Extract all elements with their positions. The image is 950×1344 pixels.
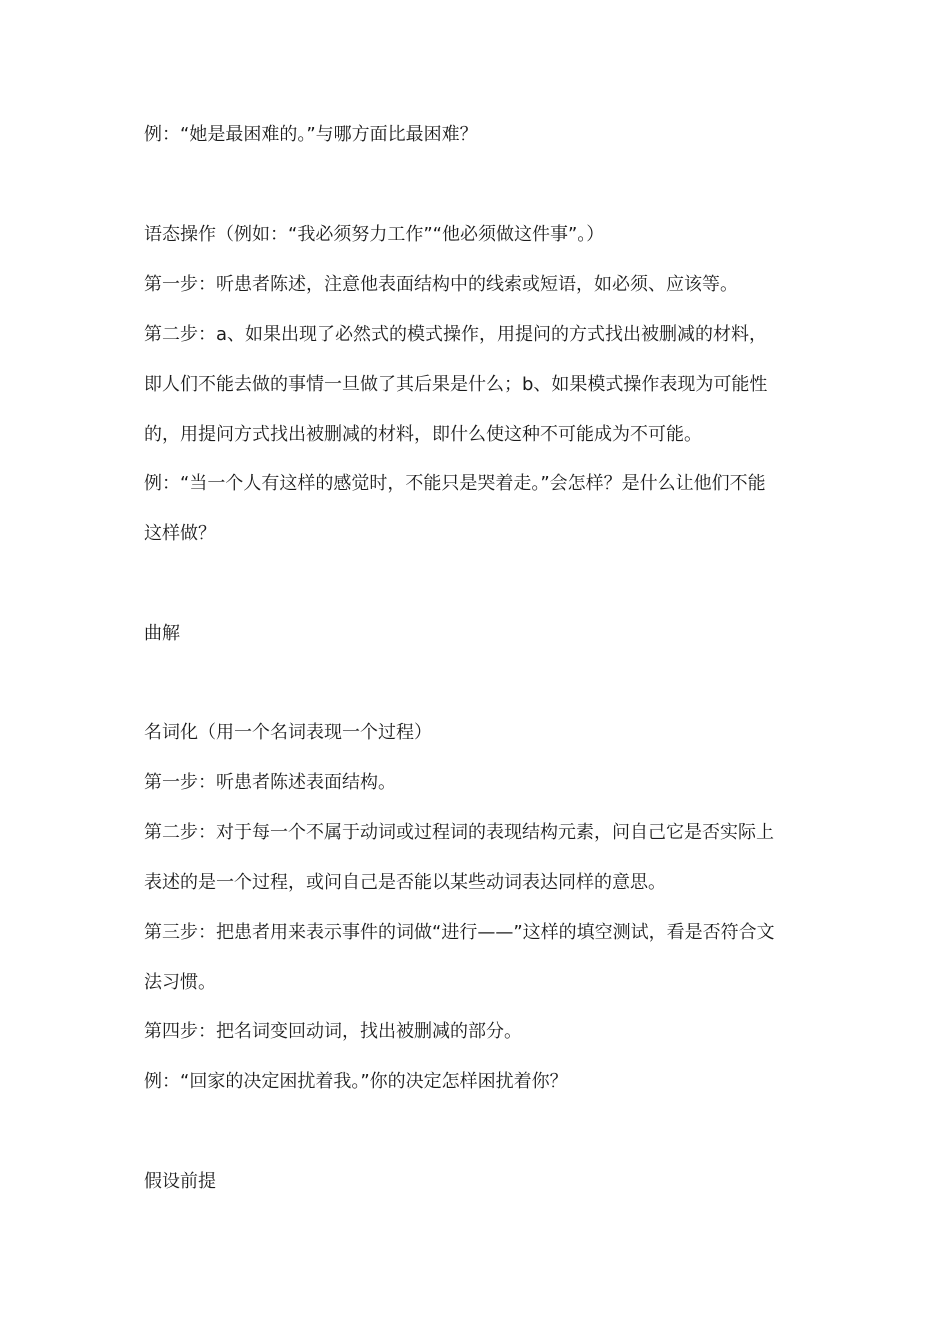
section-heading-voice-operation: 语态操作（例如：“我必须努力工作”“他必须做这件事”。） [144, 224, 605, 245]
paragraph-line: 即人们不能去做的事情一旦做了其后果是什么；b、如果模式操作表现为可能性 [144, 374, 768, 395]
step-three-line: 第三步：把患者用来表示事件的词做“进行——”这样的填空测试，看是否符合文 [144, 922, 775, 943]
example-line: 例：“当一个人有这样的感觉时，不能只是哭着走。”会怎样？是什么让他们不能 [144, 473, 766, 494]
step-one-line: 第一步：听患者陈述表面结构。 [144, 772, 396, 793]
paragraph-line: 这样做？ [144, 523, 216, 544]
step-two-line: 第二步：a、如果出现了必然式的模式操作，用提问的方式找出被删减的材料， [144, 324, 768, 345]
step-four-line: 第四步：把名词变回动词，找出被删减的部分。 [144, 1021, 522, 1042]
step-two-line: 第二步：对于每一个不属于动词或过程词的表现结构元素，问自己它是否实际上 [144, 822, 774, 843]
paragraph-line: 的，用提问方式找出被删减的材料，即什么使这种不可能成为不可能。 [144, 424, 702, 445]
section-heading-nominalization: 名词化（用一个名词表现一个过程） [144, 722, 432, 743]
section-heading-presupposition: 假设前提 [144, 1171, 216, 1192]
example-line: 例：“她是最困难的。”与哪方面比最困难？ [144, 124, 478, 145]
paragraph-line: 法习惯。 [144, 972, 216, 993]
example-line: 例：“回家的决定困扰着我。”你的决定怎样困扰着你？ [144, 1071, 568, 1092]
step-one-line: 第一步：听患者陈述，注意他表面结构中的线索或短语，如必须、应该等。 [144, 274, 738, 295]
paragraph-line: 表述的是一个过程，或问自己是否能以某些动词表达同样的意思。 [144, 872, 666, 893]
section-heading-distortion: 曲解 [144, 623, 180, 644]
